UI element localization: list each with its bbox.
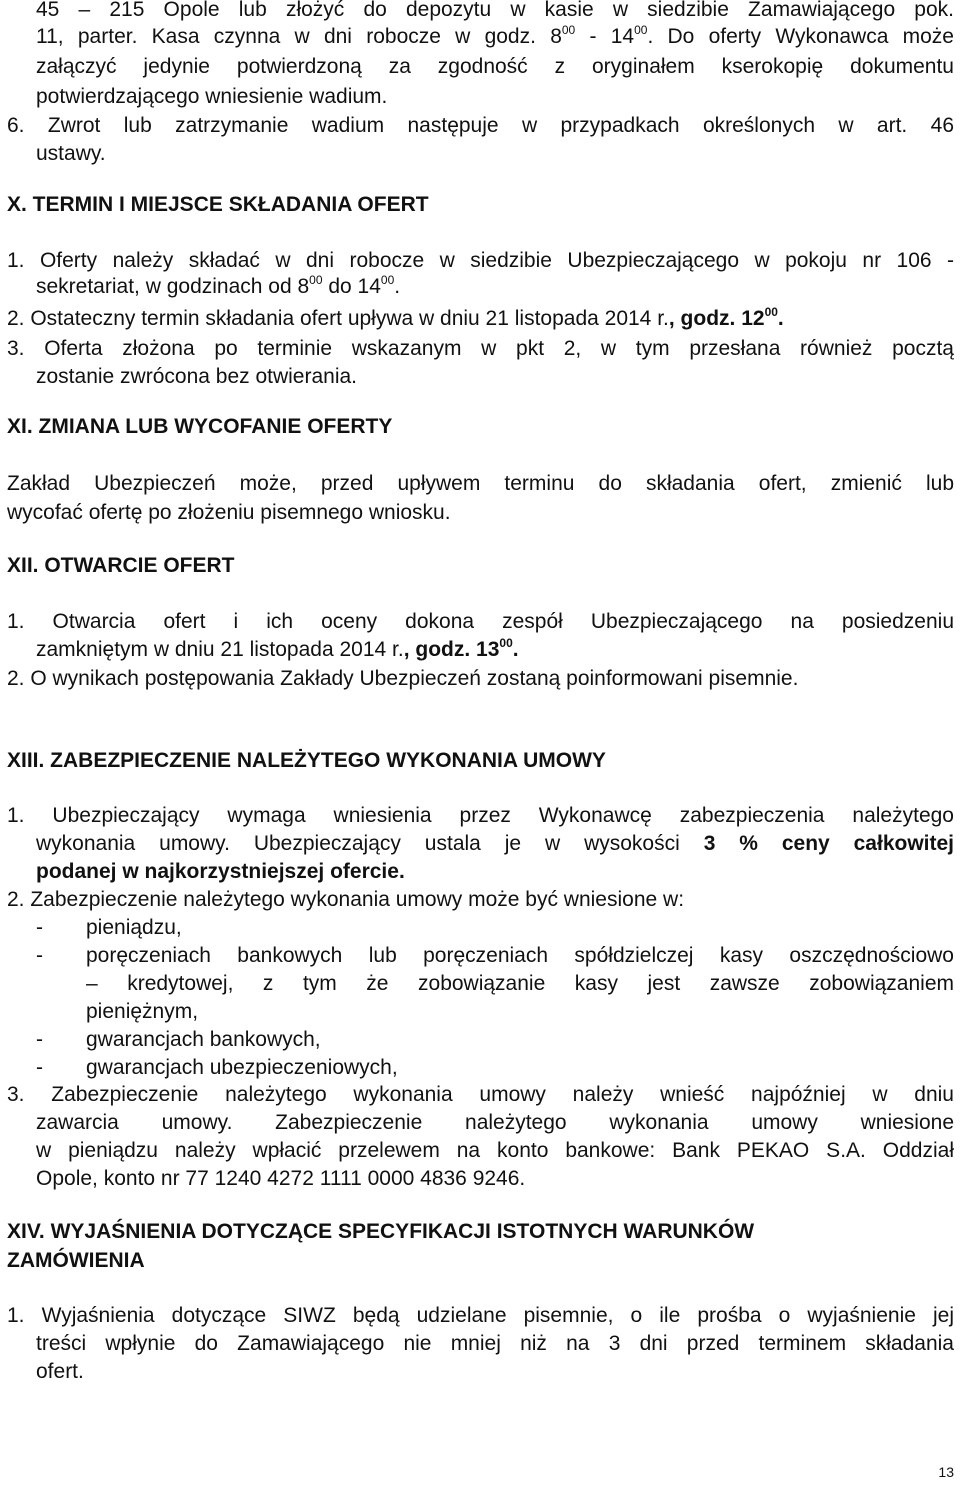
list-item: 1. Oferty należy składać w dni robocze w siedzibie Ubezpieczającego w pokoju nr 106 - [7, 249, 954, 272]
line: podanej w najkorzystniejszej ofercie. [36, 860, 405, 883]
list-item: 3. Oferta złożona po terminie wskazanym w pkt 2, w tym przesłana również pocztą [7, 337, 954, 360]
dash-bullet: - [36, 944, 43, 967]
list-item: 1. Otwarcia ofert i ich oceny dokona zespół Ubezpieczającego na posiedzeniu [7, 610, 954, 633]
dash-bullet: - [36, 916, 43, 939]
line: załączyć jedynie potwierdzoną za zgodność z oryginałem kserokopię dokumentu [36, 55, 954, 78]
bullet-item: gwarancjach bankowych, [86, 1028, 321, 1051]
line: ofert. [36, 1360, 84, 1383]
line: 11, parter. Kasa czynna w dni robocze w godz. $8^{00} - 14^{00}$. Do oferty Wykonawca może [36, 23, 954, 48]
list-item: 2. O wynikach postępowania Zakłady Ubezpieczeń zostaną poinformowani pisemnie. [7, 667, 799, 690]
bullet-item: gwarancjach ubezpieczeniowych, [86, 1056, 398, 1079]
line: 6. Zwrot lub zatrzymanie wadium następuje w przypadkach określonych w art. 46 [7, 114, 954, 137]
bullet-item: poręczeniach bankowych lub poręczeniach spółdzielczej kasy oszczędnościowo [86, 944, 954, 967]
line: wykonania umowy. Ubezpieczający ustala je w wysokości 3 % ceny całkowitej [36, 832, 954, 855]
list-item: 3. Zabezpieczenie należytego wykonania umowy należy wnieść najpóźniej w dniu [7, 1083, 954, 1106]
dash-bullet: - [36, 1056, 43, 1079]
section-heading: XIV. WYJAŚNIENIA DOTYCZĄCE SPECYFIKACJI ISTOTNYCH WARUNKÓW [7, 1220, 755, 1243]
line: ustawy. [36, 142, 106, 165]
list-item: 2. Zabezpieczenie należytego wykonania umowy może być wniesione w: [7, 888, 685, 911]
line: Opole, konto nr 77 1240 4272 1111 0000 4836 9246. [36, 1167, 526, 1190]
section-heading: XI. ZMIANA LUB WYCOFANIE OFERTY [7, 415, 393, 438]
line: sekretariat, w godzinach od $8^{00}$ do $14^{00}$. [36, 273, 401, 298]
line: zawarcia umowy. Zabezpieczenie należytego wykonania umowy wniesione [36, 1111, 954, 1134]
line: wycofać ofertę po złożeniu pisemnego wniosku. [7, 501, 451, 524]
list-item: 1. Ubezpieczający wymaga wniesienia przez Wykonawcę zabezpieczenia należytego [7, 804, 954, 827]
line: – kredytowej, z tym że zobowiązanie kasy jest zawsze zobowiązaniem [86, 972, 954, 995]
paragraph: Zakład Ubezpieczeń może, przed upływem terminu do składania ofert, zmienić lub [7, 472, 954, 495]
line: pieniężnym, [86, 1000, 199, 1023]
line: zostanie zwrócona bez otwierania. [36, 365, 358, 388]
dash-bullet: - [36, 1028, 43, 1051]
line: zamkniętym w dniu 21 listopada 2014 r., godz. $13^{00}$. [36, 636, 519, 661]
section-heading: X. TERMIN I MIEJSCE SKŁADANIA OFERT [7, 193, 429, 216]
section-heading: XIII. ZABEZPIECZENIE NALEŻYTEGO WYKONANIA UMOWY [7, 749, 606, 772]
bullet-item: pieniądzu, [86, 916, 182, 939]
list-item: 1. Wyjaśnienia dotyczące SIWZ będą udzielane pisemnie, o ile prośba o wyjaśnienie jej [7, 1304, 954, 1327]
line: treści wpłynie do Zamawiającego nie mniej niż na 3 dni przed terminem składania [36, 1332, 954, 1355]
line: potwierdzającego wniesienie wadium. [36, 85, 388, 108]
line: w pieniądzu należy wpłacić przelewem na konto bankowe: Bank PEKAO S.A. Oddział [36, 1139, 954, 1162]
list-item: 2. Ostateczny termin składania ofert upływa w dniu 21 listopada 2014 r., godz. $12^{00}$. [7, 305, 784, 330]
line: 45 – 215 Opole lub złożyć do depozytu w kasie w siedzibie Zamawiającego pok. [36, 0, 954, 21]
section-heading: ZAMÓWIENIA [7, 1249, 145, 1272]
page-number: 13 [938, 1464, 954, 1480]
section-heading: XII. OTWARCIE OFERT [7, 554, 235, 577]
